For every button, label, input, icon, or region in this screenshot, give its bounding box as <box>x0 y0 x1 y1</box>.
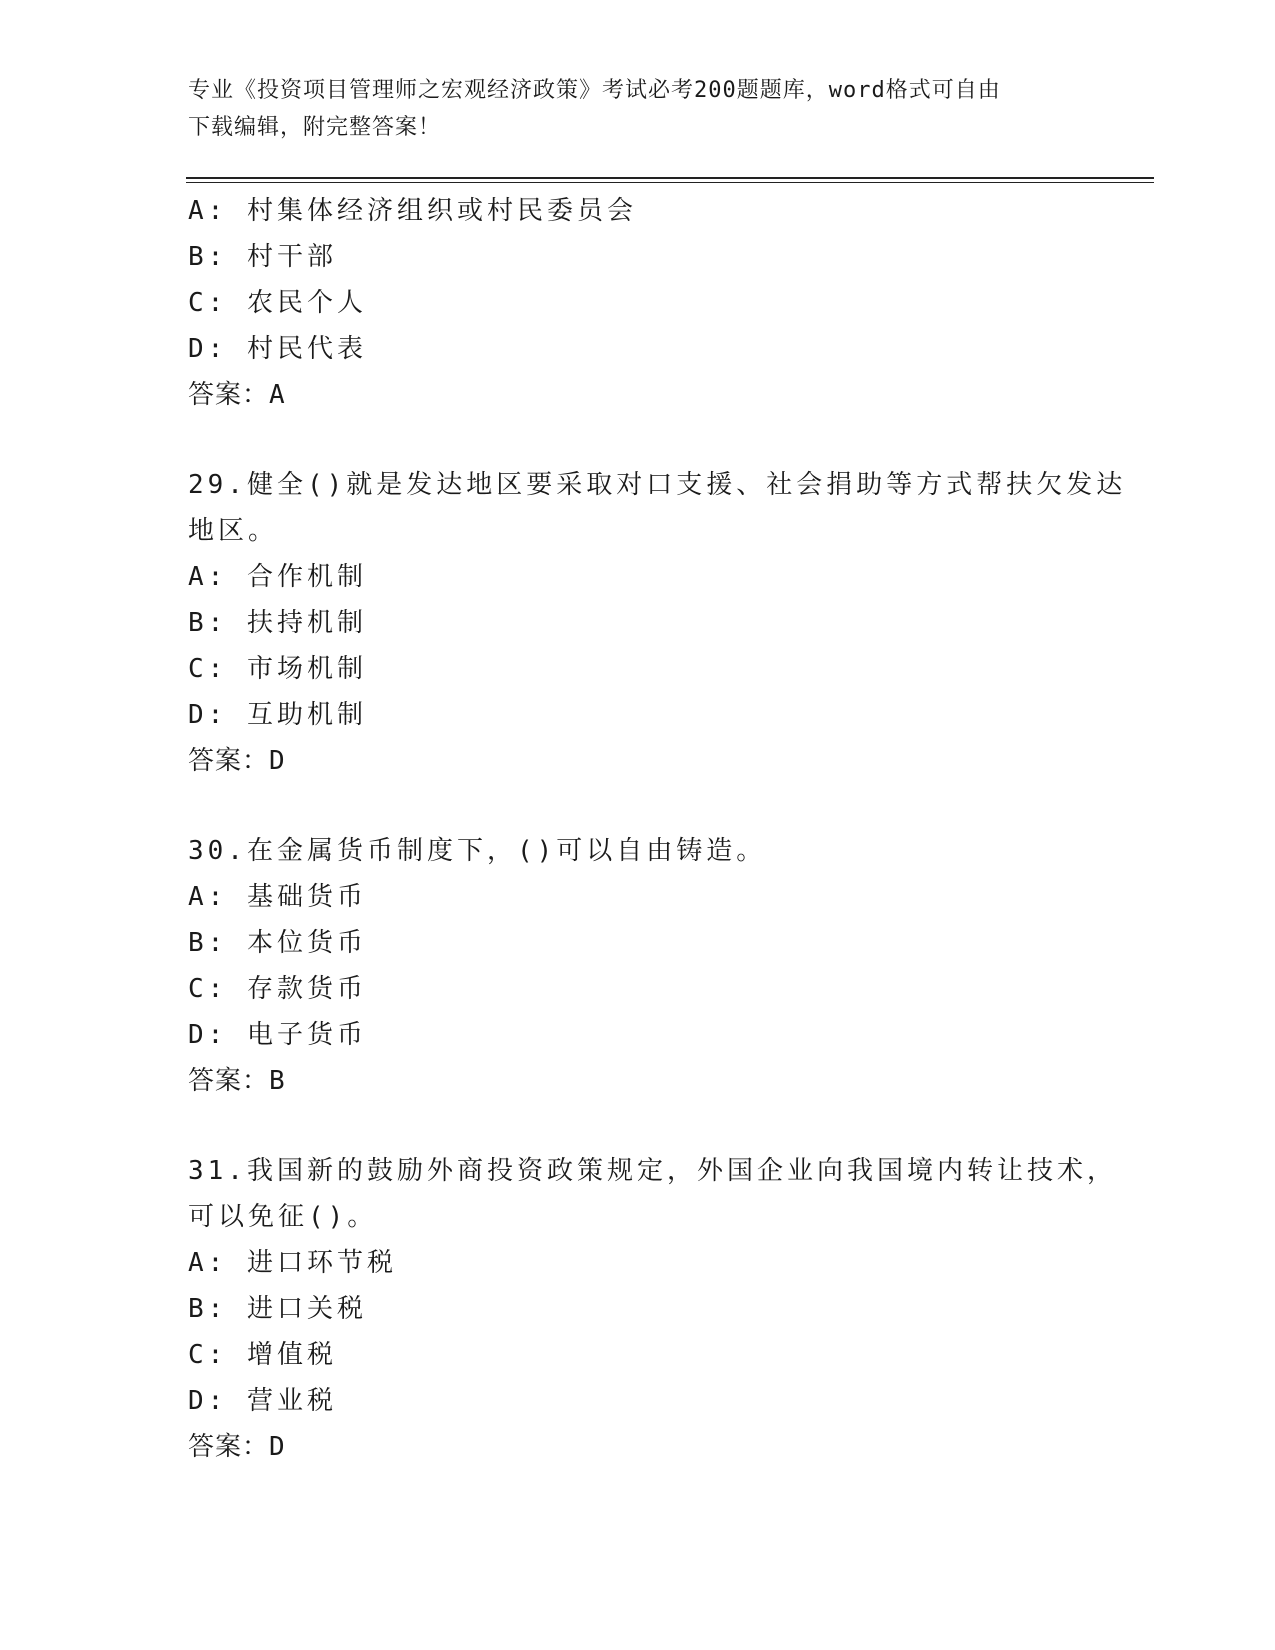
answer-value: D <box>269 746 286 776</box>
document-header <box>188 72 1088 146</box>
option-a: A: 村集体经济组织或村民委员会 <box>188 196 637 226</box>
question-list <box>188 188 1127 1470</box>
question-text-cont: 地区。 <box>188 516 279 546</box>
answer-line <box>188 1058 1088 1104</box>
option-b: B: 扶持机制 <box>188 608 367 638</box>
option-b: B: 本位货币 <box>188 928 367 958</box>
answer-label: 答案： <box>188 746 270 776</box>
option-d: D: 村民代表 <box>188 334 367 364</box>
answer-line <box>188 738 1088 784</box>
question-text: 29.健全()就是发达地区要采取对口支援、社会捐助等方式帮扶欠发达 <box>188 470 1127 500</box>
answer-label: 答案： <box>188 380 270 410</box>
answer-value: A <box>269 380 286 410</box>
answer-label: 答案： <box>188 1432 270 1462</box>
option-c: C: 农民个人 <box>188 288 367 318</box>
header-divider-thin <box>186 182 1154 183</box>
question-block-31 <box>188 1148 1117 1470</box>
option-d: D: 互助机制 <box>188 700 367 730</box>
answer-value: B <box>269 1066 286 1096</box>
option-d: D: 营业税 <box>188 1386 337 1416</box>
header-line-2: 下载编辑，附完整答案！ <box>188 115 442 140</box>
answer-label: 答案： <box>188 1066 270 1096</box>
header-divider-thick <box>186 177 1154 179</box>
option-b: B: 村干部 <box>188 242 337 272</box>
question-text-cont: 可以免征()。 <box>188 1202 378 1232</box>
answer-value: D <box>269 1432 286 1462</box>
header-line-1: 专业《投资项目管理师之宏观经济政策》考试必考200题题库，word格式可自由 <box>188 78 1001 103</box>
question-text: 30.在金属货币制度下，()可以自由铸造。 <box>188 836 767 866</box>
answer-line <box>188 1424 1088 1470</box>
question-block-29 <box>188 462 1127 784</box>
option-d: D: 电子货币 <box>188 1020 367 1050</box>
question-block-30 <box>188 828 1088 1104</box>
option-a: A: 基础货币 <box>188 882 367 912</box>
option-c: C: 增值税 <box>188 1340 337 1370</box>
question-text: 31.我国新的鼓励外商投资政策规定，外国企业向我国境内转让技术， <box>188 1156 1117 1186</box>
option-c: C: 存款货币 <box>188 974 367 1004</box>
question-block-prev <box>188 188 1088 418</box>
option-b: B: 进口关税 <box>188 1294 367 1324</box>
option-a: A: 进口环节税 <box>188 1248 397 1278</box>
option-c: C: 市场机制 <box>188 654 367 684</box>
answer-line <box>188 372 1088 418</box>
option-a: A: 合作机制 <box>188 562 367 592</box>
